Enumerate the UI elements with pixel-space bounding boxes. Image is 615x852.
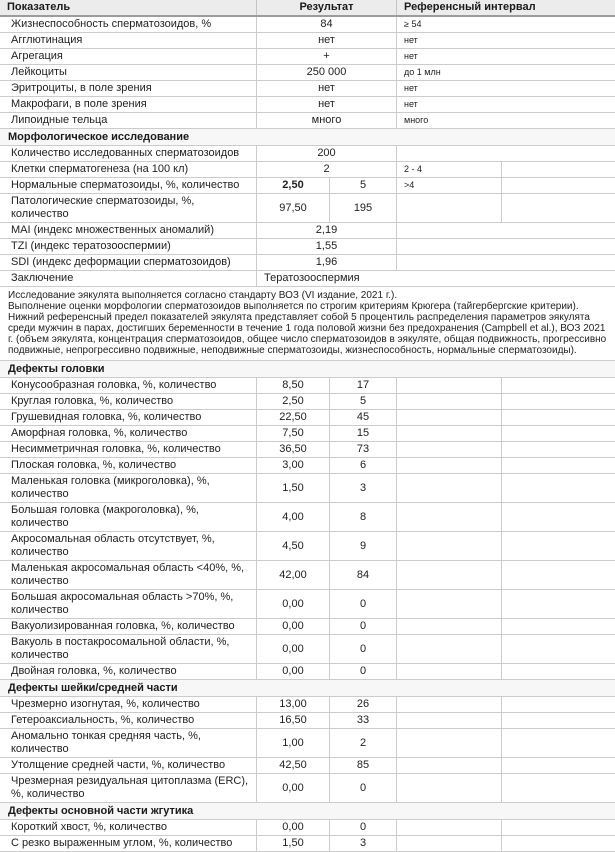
- reference-value: [397, 729, 502, 757]
- percent-value: 36,50: [257, 442, 330, 457]
- count-value: 26: [330, 697, 397, 712]
- reference-value: [397, 774, 502, 802]
- indicator-label: Агглютинация: [0, 33, 257, 48]
- table-row: [0, 561, 615, 590]
- table-row: [0, 758, 615, 774]
- indicator-label: Акросомальная область отсутствует, %, количество: [0, 532, 257, 560]
- empty-cell: [502, 635, 615, 663]
- indicator-label: Аморфная головка, %, количество: [0, 426, 257, 441]
- percent-value: 0,00: [257, 590, 330, 618]
- indicator-label: TZI (индекс тератозооспермии): [0, 239, 257, 254]
- reference-value: [397, 426, 502, 441]
- percent-value: 97,50: [257, 194, 330, 222]
- reference-value: [397, 697, 502, 712]
- table-row: [0, 590, 615, 619]
- empty-cell: [502, 426, 615, 441]
- empty-cell: [502, 378, 615, 393]
- reference-value: [397, 410, 502, 425]
- reference-value: нет: [404, 51, 418, 61]
- empty-cell: [502, 820, 615, 835]
- percent-value: 7,50: [257, 426, 330, 441]
- reference-value: [397, 758, 502, 773]
- percent-value: 4,50: [257, 532, 330, 560]
- indicator-label: Нормальные сперматозоиды, %, количество: [0, 178, 257, 193]
- report-table-body: [0, 17, 615, 852]
- table-row: [0, 713, 615, 729]
- reference-value: много: [404, 115, 429, 125]
- empty-cell: [502, 394, 615, 409]
- result-value: 2: [257, 162, 397, 177]
- reference-value: [397, 474, 502, 502]
- table-row: [0, 223, 615, 239]
- indicator-label: MAI (индекс множественных аномалий): [0, 223, 257, 238]
- result-value: 200: [257, 146, 397, 161]
- table-row: [0, 378, 615, 394]
- percent-value: 0,00: [257, 664, 330, 679]
- reference-value: нет: [404, 83, 418, 93]
- indicator-label: Вакуоль в постакросомальной области, %, количество: [0, 635, 257, 663]
- table-row: [0, 532, 615, 561]
- column-header-reference: Референсный интервал: [404, 1, 536, 13]
- indicator-label: Количество исследованных сперматозоидов: [0, 146, 257, 161]
- reference-value: ≥ 54: [404, 19, 422, 29]
- count-value: 195: [330, 194, 397, 222]
- percent-value: 0,00: [257, 820, 330, 835]
- note-paragraph: Исследование эякулята выполняется согласно стандарту ВОЗ (VI издание, 2021 г.).: [8, 290, 398, 301]
- table-row: [0, 17, 615, 33]
- result-value: 2,19: [257, 223, 397, 238]
- reference-value: [397, 590, 502, 618]
- indicator-label: Короткий хвост, %, количество: [0, 820, 257, 835]
- empty-cell: [502, 442, 615, 457]
- indicator-label: Плоская головка, %, количество: [0, 458, 257, 473]
- count-value: 6: [330, 458, 397, 473]
- reference-value: до 1 млн: [404, 67, 441, 77]
- empty-cell: [502, 561, 615, 589]
- reference-value: [397, 532, 502, 560]
- reference-value: [397, 394, 502, 409]
- indicator-label: Несимметричная головка, %, количество: [0, 442, 257, 457]
- section-title: Морфологическое исследование: [8, 130, 190, 143]
- indicator-label: Патологические сперматозоиды, %, количество: [0, 194, 257, 222]
- count-value: 85: [330, 758, 397, 773]
- percent-value: 22,50: [257, 410, 330, 425]
- indicator-label: SDI (индекс деформации сперматозоидов): [0, 255, 257, 270]
- reference-value: [397, 561, 502, 589]
- table-row: [0, 503, 615, 532]
- count-value: 17: [330, 378, 397, 393]
- reference-value: [397, 442, 502, 457]
- table-row: [0, 49, 615, 65]
- count-value: 0: [330, 664, 397, 679]
- table-row: [0, 635, 615, 664]
- percent-value: 1,50: [257, 836, 330, 851]
- reference-value: 2 - 4: [397, 162, 502, 177]
- reference-value: [397, 458, 502, 473]
- conclusion-label: Заключение: [0, 271, 257, 286]
- table-row: [0, 33, 615, 49]
- count-value: 15: [330, 426, 397, 441]
- count-value: 73: [330, 442, 397, 457]
- table-row: [0, 697, 615, 713]
- percent-value: 1,00: [257, 729, 330, 757]
- indicator-label: Жизнеспособность сперматозоидов, %: [0, 17, 257, 32]
- empty-cell: [502, 178, 615, 193]
- note-block: [0, 287, 615, 361]
- indicator-label: Эритроциты, в поле зрения: [0, 81, 257, 96]
- reference-value: [397, 194, 502, 222]
- empty-cell: [502, 758, 615, 773]
- section-row: [0, 803, 615, 820]
- indicator-label: С резко выраженным углом, %, количество: [0, 836, 257, 851]
- empty-cell: [502, 162, 615, 177]
- percent-value: 3,00: [257, 458, 330, 473]
- reference-value: [397, 635, 502, 663]
- indicator-label: Липоидные тельца: [0, 113, 257, 128]
- count-value: 5: [330, 178, 397, 193]
- section-title: Дефекты основной части жгутика: [8, 804, 194, 817]
- count-value: 33: [330, 713, 397, 728]
- empty-cell: [502, 619, 615, 634]
- conclusion-value: Тератозооспермия: [264, 272, 360, 284]
- table-row: [0, 426, 615, 442]
- indicator-label: Двойная головка, %, количество: [0, 664, 257, 679]
- table-row: [0, 458, 615, 474]
- indicator-label: Большая акросомальная область >70%, %, количество: [0, 590, 257, 618]
- table-row: [0, 474, 615, 503]
- section-title: Дефекты шейки/средней части: [8, 681, 178, 694]
- indicator-label: Макрофаги, в поле зрения: [0, 97, 257, 112]
- table-row: [0, 271, 615, 287]
- percent-value: 0,00: [257, 774, 330, 802]
- reference-value: [397, 239, 615, 254]
- indicator-label: Конусообразная головка, %, количество: [0, 378, 257, 393]
- count-value: 45: [330, 410, 397, 425]
- empty-cell: [502, 532, 615, 560]
- result-value: много: [257, 113, 397, 128]
- reference-value: [397, 503, 502, 531]
- section-row: [0, 129, 615, 146]
- percent-value: 4,00: [257, 503, 330, 531]
- empty-cell: [502, 664, 615, 679]
- table-row: [0, 836, 615, 852]
- table-row: [0, 97, 615, 113]
- empty-cell: [502, 194, 615, 222]
- count-value: 5: [330, 394, 397, 409]
- indicator-label: Вакуолизированная головка, %, количество: [0, 619, 257, 634]
- indicator-label: Маленькая акросомальная область <40%, %, количество: [0, 561, 257, 589]
- indicator-label: Лейкоциты: [0, 65, 257, 80]
- indicator-label: Большая головка (макроголовка), %, количество: [0, 503, 257, 531]
- table-row: [0, 619, 615, 635]
- indicator-label: Клетки сперматогенеза (на 100 кл): [0, 162, 257, 177]
- indicator-label: Агрегация: [0, 49, 257, 64]
- empty-cell: [502, 458, 615, 473]
- count-value: 8: [330, 503, 397, 531]
- table-row: [0, 394, 615, 410]
- count-value: 0: [330, 820, 397, 835]
- section-title: Дефекты головки: [8, 362, 105, 375]
- count-value: 0: [330, 635, 397, 663]
- table-row: [0, 81, 615, 97]
- section-row: [0, 361, 615, 378]
- empty-cell: [502, 713, 615, 728]
- table-row: [0, 146, 615, 162]
- table-header-row: [0, 0, 615, 17]
- reference-value: [397, 146, 615, 161]
- empty-cell: [502, 474, 615, 502]
- count-value: 3: [330, 836, 397, 851]
- column-header-indicator: Показатель: [0, 0, 257, 15]
- percent-value: 13,00: [257, 697, 330, 712]
- reference-value: [397, 619, 502, 634]
- reference-value: [397, 713, 502, 728]
- reference-value: >4: [397, 178, 502, 193]
- indicator-label: Чрезмерно изогнутая, %, количество: [0, 697, 257, 712]
- indicator-label: Утолщение средней части, %, количество: [0, 758, 257, 773]
- count-value: 0: [330, 590, 397, 618]
- table-row: [0, 442, 615, 458]
- reference-value: [397, 378, 502, 393]
- result-value: нет: [257, 97, 397, 112]
- count-value: 3: [330, 474, 397, 502]
- reference-value: [397, 223, 615, 238]
- table-row: [0, 178, 615, 194]
- count-value: 0: [330, 774, 397, 802]
- percent-value: 8,50: [257, 378, 330, 393]
- indicator-label: Круглая головка, %, количество: [0, 394, 257, 409]
- percent-value: 42,00: [257, 561, 330, 589]
- table-row: [0, 113, 615, 129]
- count-value: 2: [330, 729, 397, 757]
- empty-cell: [502, 729, 615, 757]
- reference-value: нет: [404, 99, 418, 109]
- count-value: 0: [330, 619, 397, 634]
- result-value: 1,55: [257, 239, 397, 254]
- reference-value: [397, 664, 502, 679]
- result-value: 250 000: [257, 65, 397, 80]
- table-row: [0, 162, 615, 178]
- reference-value: [397, 820, 502, 835]
- table-row: [0, 239, 615, 255]
- count-value: 84: [330, 561, 397, 589]
- result-value: 84: [257, 17, 397, 32]
- indicator-label: Гетероаксиальность, %, количество: [0, 713, 257, 728]
- indicator-label: Маленькая головка (микроголовка), %, количество: [0, 474, 257, 502]
- empty-cell: [502, 697, 615, 712]
- percent-value: 16,50: [257, 713, 330, 728]
- percent-value: 2,50: [257, 178, 330, 193]
- table-row: [0, 820, 615, 836]
- indicator-label: Чрезмерная резидуальная цитоплазма (ERC), %, количество: [0, 774, 257, 802]
- percent-value: 1,50: [257, 474, 330, 502]
- empty-cell: [502, 590, 615, 618]
- table-row: [0, 255, 615, 271]
- reference-value: нет: [404, 35, 418, 45]
- table-row: [0, 194, 615, 223]
- empty-cell: [502, 410, 615, 425]
- result-value: нет: [257, 33, 397, 48]
- table-row: [0, 774, 615, 803]
- percent-value: 42,50: [257, 758, 330, 773]
- percent-value: 0,00: [257, 635, 330, 663]
- result-value: нет: [257, 81, 397, 96]
- note-paragraph: Нижний референсный предел показателей эякулята представляет собой 5 процентиль распределения параметров эякулята среди мужчин в парах, достигших беременности в течение 1 года половой жизни без предохранения (Campbell et al.), ВОЗ 2021 г. (объем эякулята, концентрация сперматозоидов, общее число сперматозоидов в эякуляте, общая подвижность, прогрессивно подвижные, непрогрессивно подвижные, неподвижные сперматозоиды, жизнеспособность, нормальные сперматозоиды).: [8, 312, 607, 356]
- result-value: 1,96: [257, 255, 397, 270]
- empty-cell: [502, 503, 615, 531]
- empty-cell: [502, 774, 615, 802]
- reference-value: [397, 836, 502, 851]
- percent-value: 0,00: [257, 619, 330, 634]
- result-value: +: [257, 49, 397, 64]
- reference-value: [397, 255, 615, 270]
- table-row: [0, 65, 615, 81]
- table-row: [0, 664, 615, 680]
- count-value: 9: [330, 532, 397, 560]
- column-header-result: Результат: [257, 0, 397, 15]
- percent-value: 2,50: [257, 394, 330, 409]
- note-paragraph: Выполнение оценки морфологии сперматозоидов выполняется по строгим критериям Крюгера (тайгербергские критерии).: [8, 301, 579, 312]
- indicator-label: Аномально тонкая средняя часть, %, количество: [0, 729, 257, 757]
- empty-cell: [502, 836, 615, 851]
- table-row: [0, 729, 615, 758]
- section-row: [0, 680, 615, 697]
- indicator-label: Грушевидная головка, %, количество: [0, 410, 257, 425]
- table-row: [0, 410, 615, 426]
